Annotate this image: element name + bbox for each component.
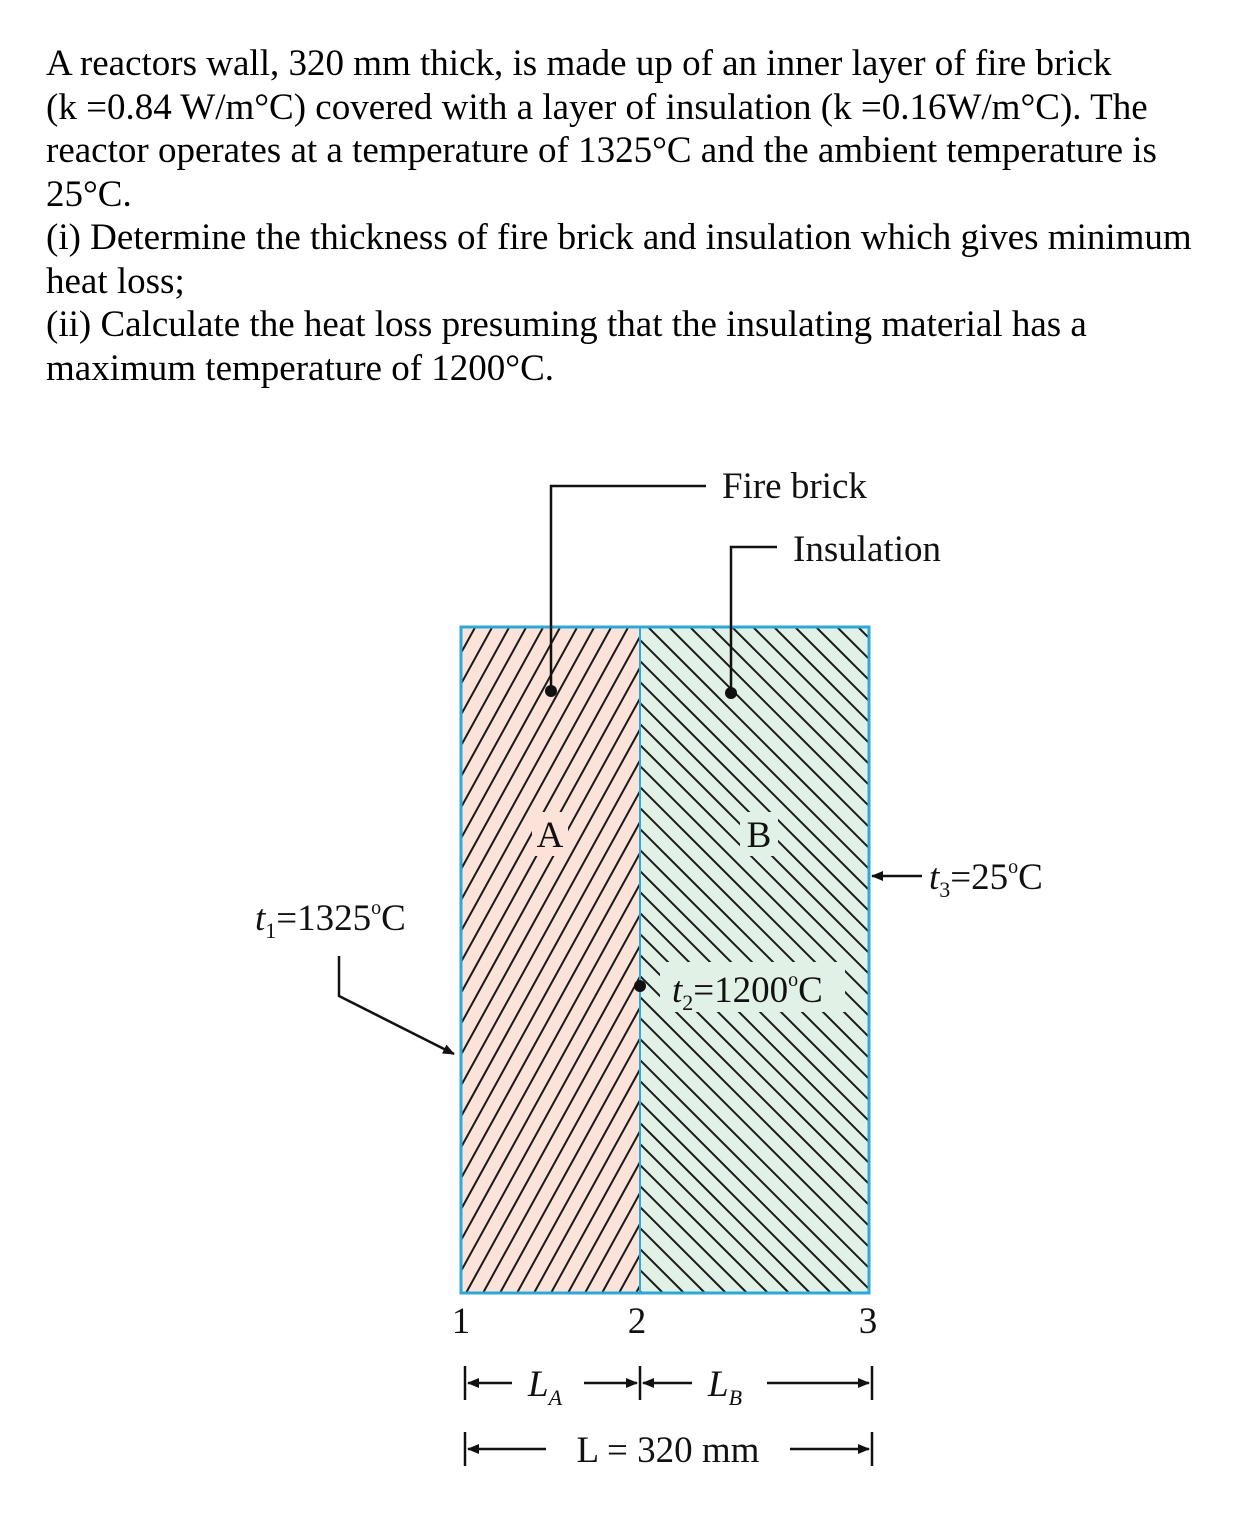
insulation-hatch-line xyxy=(984,627,1242,1293)
insulation-hatch-line xyxy=(0,627,516,1293)
fire-brick-hatch-line xyxy=(0,627,84,1293)
problem-line: (k =0.84 W/m°C) covered with a layer of insulation (k =0.16W/m°C). The xyxy=(46,86,1148,128)
t3-value: =25 xyxy=(950,857,1009,898)
fire-brick-hatch-line xyxy=(942,627,1242,1293)
fire-brick-hatch-line xyxy=(0,627,16,1293)
t2-label xyxy=(672,969,823,1015)
insulation-hatch-line xyxy=(0,627,453,1293)
face-3-label: 3 xyxy=(858,1301,878,1342)
fire-brick-hatch-line xyxy=(1180,627,1242,1293)
fire-brick-hatch-line xyxy=(0,627,339,1293)
t2-dot xyxy=(634,980,646,992)
fire-brick-hatch-line xyxy=(0,627,271,1293)
dimension-la-lb xyxy=(465,1366,872,1400)
fire-brick-hatch-line xyxy=(24,627,390,1293)
problem-line: A reactors wall, 320 mm thick, is made up of an inner layer of fire brick xyxy=(46,43,1112,84)
fire-brick-hatch-line xyxy=(993,627,1242,1293)
t3-degree: o xyxy=(1008,856,1019,878)
fire-brick-hatch-line xyxy=(0,627,50,1293)
fire-brick-hatch-line xyxy=(0,627,288,1293)
insulation-hatch-line xyxy=(858,627,1242,1293)
fire-brick-hatch-line xyxy=(1010,627,1242,1293)
problem-line: (ii) Calculate the heat loss presuming that the insulating material has a xyxy=(46,304,1087,345)
dim-lb-symbol: L xyxy=(708,1364,729,1405)
fire-brick-hatch-line xyxy=(1146,627,1242,1293)
fire-brick-hatch-line xyxy=(0,627,101,1293)
fire-brick-hatch-line xyxy=(0,627,67,1293)
fire-brick-hatch-line xyxy=(908,627,1242,1293)
problem-line: heat loss; xyxy=(46,260,185,302)
fire-brick-hatch-line xyxy=(1163,627,1242,1293)
insulation-hatch-line xyxy=(1194,627,1242,1293)
dim-la-subscript: A xyxy=(548,1385,563,1410)
insulation-leader-dot xyxy=(725,687,737,699)
fire-brick-hatch-line xyxy=(109,627,475,1293)
fire-brick-hatch-line xyxy=(976,627,1242,1293)
insulation-hatch-line xyxy=(1026,627,1242,1293)
fire-brick-hatch-line xyxy=(0,627,305,1293)
t1-label xyxy=(255,897,406,943)
t2-subscript: 2 xyxy=(682,990,694,1015)
fire-brick-hatch-line xyxy=(1231,627,1242,1293)
insulation-hatch-line xyxy=(1089,627,1242,1293)
dim-la-symbol: L xyxy=(528,1364,549,1405)
insulation-hatch-line xyxy=(0,627,411,1293)
fire-brick-hatch-line xyxy=(891,627,1242,1293)
dim-la-label xyxy=(527,1364,563,1410)
t3-unit: C xyxy=(1018,857,1043,898)
fire-brick-hatch-line xyxy=(1214,627,1242,1293)
fire-brick-hatch-line xyxy=(7,627,373,1293)
fire-brick-hatch-line xyxy=(0,627,322,1293)
fire-brick-hatch-line xyxy=(126,627,492,1293)
insulation-hatch-line xyxy=(0,627,537,1293)
fire-brick-hatch-line xyxy=(1197,627,1242,1293)
fire-brick-hatch-line xyxy=(0,627,33,1293)
t1-unit: C xyxy=(381,898,406,939)
insulation-hatch-line xyxy=(1152,627,1242,1293)
fire-brick-hatch-line xyxy=(1027,627,1242,1293)
dim-lb-label xyxy=(707,1364,742,1410)
fire-brick-hatch-line xyxy=(925,627,1242,1293)
fire-brick-leader-dot xyxy=(545,685,557,697)
t1-value: =1325 xyxy=(276,898,372,939)
fire-brick-hatch-line xyxy=(840,627,1206,1293)
face-1-label: 1 xyxy=(451,1301,471,1342)
fire-brick-hatch-line xyxy=(58,627,424,1293)
fire-brick-hatch-line xyxy=(0,627,135,1293)
fire-brick-hatch-line xyxy=(823,627,1189,1293)
insulation-hatch-line xyxy=(1173,627,1242,1293)
insulation-hatch-line xyxy=(0,627,474,1293)
insulation-hatch-line xyxy=(0,627,432,1293)
insulation-label: Insulation xyxy=(793,529,941,570)
fire-brick-hatch-line xyxy=(0,627,169,1293)
problem-line: 25°C. xyxy=(46,173,132,215)
fire-brick-hatch-line xyxy=(1061,627,1242,1293)
insulation-hatch-line xyxy=(942,627,1242,1293)
problem-line: maximum temperature of 1200°C. xyxy=(46,347,555,389)
dim-total-label: L = 320 mm xyxy=(576,1430,760,1471)
t3-symbol: t xyxy=(929,857,940,898)
t1-arrow xyxy=(339,956,454,1054)
insulation-hatch-line xyxy=(0,627,495,1293)
t1-symbol: t xyxy=(255,898,266,939)
t2-value: =1200 xyxy=(693,970,789,1011)
fire-brick-hatch-line xyxy=(0,627,186,1293)
fire-brick-hatch-line xyxy=(0,627,118,1293)
fire-brick-label: Fire brick xyxy=(722,466,867,507)
fire-brick-hatch-line xyxy=(0,627,356,1293)
fire-brick-hatch-line xyxy=(1044,627,1242,1293)
fire-brick-hatch-line xyxy=(143,627,509,1293)
t2-unit: C xyxy=(798,970,823,1011)
fire-brick-hatch-line xyxy=(0,627,152,1293)
fire-brick-hatch-line xyxy=(41,627,407,1293)
problem-line: reactor operates at a temperature of 1325°C and the ambient temperature is xyxy=(46,130,1157,171)
problem-line: (i) Determine the thickness of fire brick and insulation which gives minimum xyxy=(46,217,1192,258)
insulation-hatch-line xyxy=(900,627,1242,1293)
fire-brick-hatch-line xyxy=(0,627,254,1293)
layer-b-label: B xyxy=(746,815,772,856)
insulation-hatch-line xyxy=(816,627,1242,1293)
insulation-hatch-line xyxy=(1215,627,1242,1293)
insulation-hatch-line xyxy=(921,627,1242,1293)
fire-brick-hatch-line xyxy=(75,627,441,1293)
insulation-hatch-line xyxy=(879,627,1242,1293)
insulation-hatch-line xyxy=(837,627,1242,1293)
fire-brick-hatch-line xyxy=(857,627,1223,1293)
t1-subscript: 1 xyxy=(265,918,277,943)
fire-brick-hatch-line xyxy=(1078,627,1242,1293)
insulation-hatch-line xyxy=(1005,627,1242,1293)
insulation-hatch-line xyxy=(1110,627,1242,1293)
t2-symbol: t xyxy=(672,970,683,1011)
insulation-hatch-line xyxy=(1131,627,1242,1293)
t1-degree: o xyxy=(371,897,382,919)
fire-brick-hatch-line xyxy=(0,627,203,1293)
fire-brick-hatch-line xyxy=(874,627,1240,1293)
t2-degree: o xyxy=(788,969,799,991)
face-2-label: 2 xyxy=(627,1301,647,1342)
insulation-hatch-line xyxy=(1047,627,1242,1293)
fire-brick-hatch-line xyxy=(1095,627,1242,1293)
fire-brick-hatch-line xyxy=(92,627,458,1293)
t3-label xyxy=(929,856,1043,902)
dim-lb-subscript: B xyxy=(728,1385,743,1410)
fire-brick-hatch-line xyxy=(1112,627,1242,1293)
fire-brick-hatch-line xyxy=(0,627,220,1293)
t3-subscript: 3 xyxy=(939,877,951,902)
fire-brick-hatch-line xyxy=(1129,627,1242,1293)
insulation-hatch-line xyxy=(1068,627,1242,1293)
layer-a-label: A xyxy=(536,815,564,856)
fire-brick-hatch-line xyxy=(959,627,1242,1293)
insulation-hatch-line xyxy=(963,627,1242,1293)
fire-brick-hatch-line xyxy=(0,627,237,1293)
insulation-hatch-line xyxy=(1236,627,1242,1293)
